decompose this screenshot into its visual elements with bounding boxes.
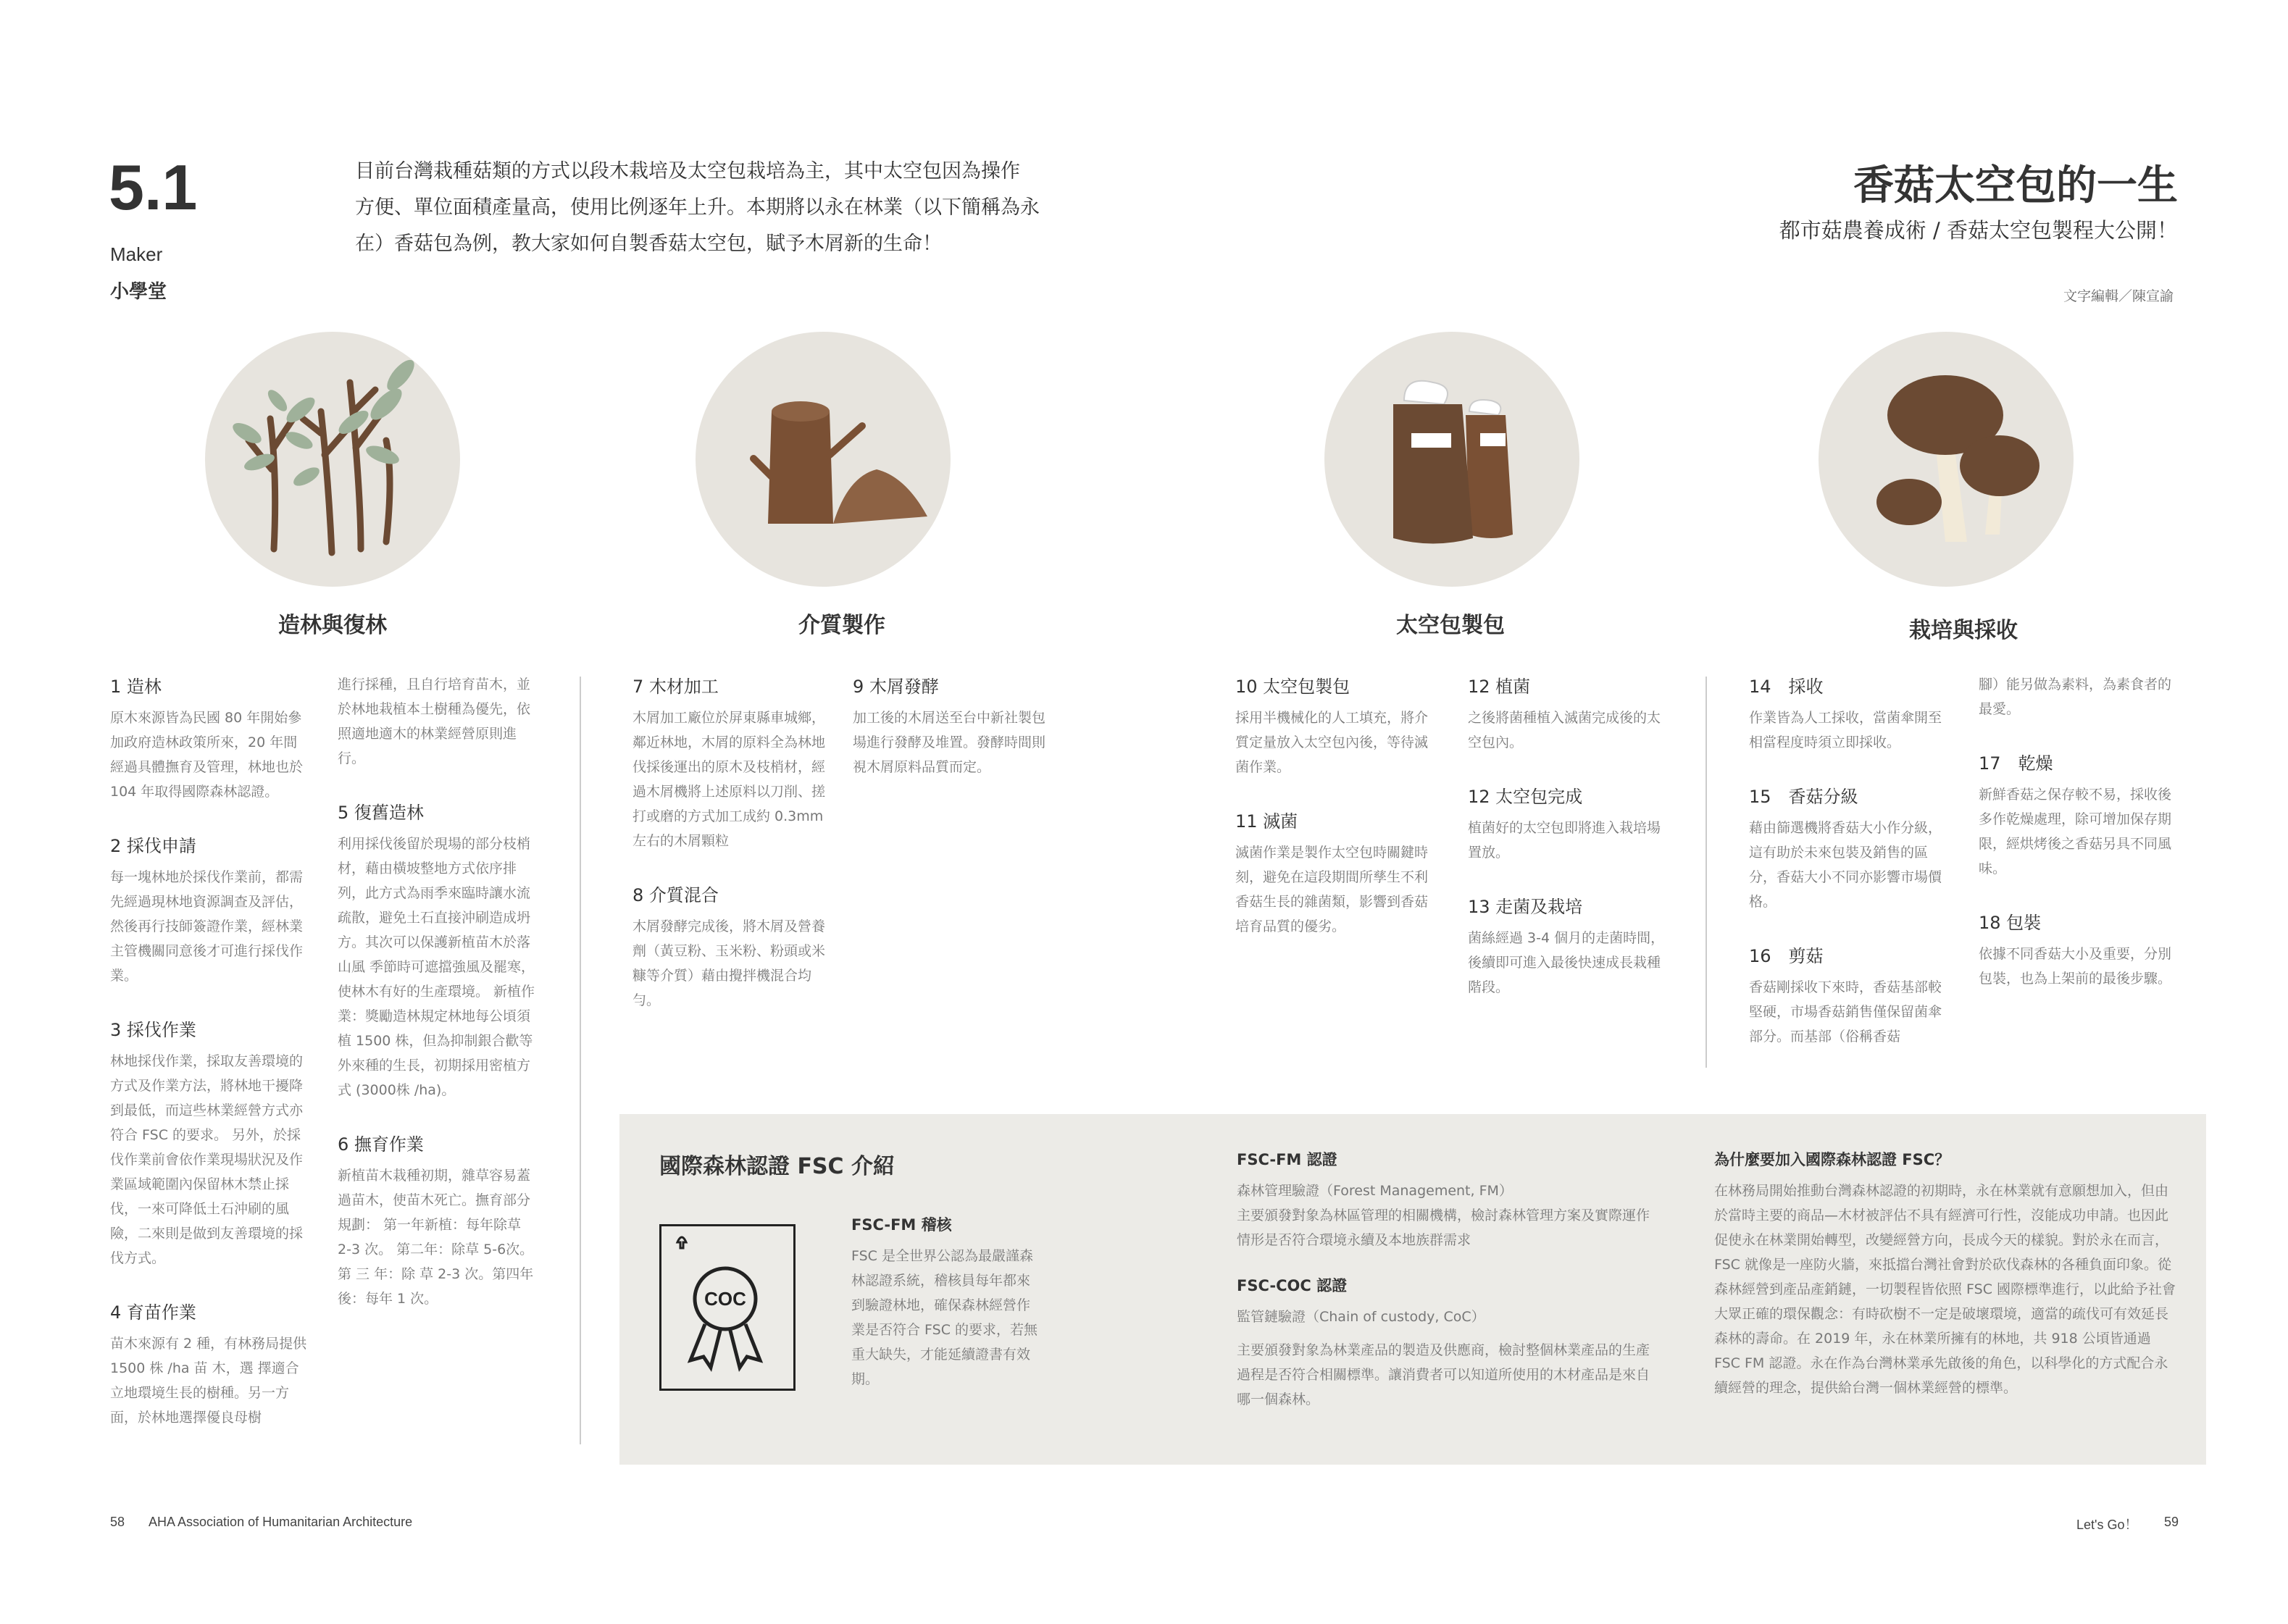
step-4: 4 育苗作業 苗木來源有 2 種，有林務局提供 1500 株 /ha 苗 木，選 擇適合立地環境生長的樹種。另一方面，於林地選擇優良母樹: [110, 1302, 307, 1426]
stage-label-harvest: 栽培與採收: [1909, 618, 2018, 643]
section-number: 5.1: [109, 151, 198, 223]
coc-logo-text: COC: [704, 1288, 746, 1310]
step-5: 5 復舊造林 利用採伐後留於現場的部分枝梢材，藉由橫坡整地方式依序排列，此方式為雨季來臨時讓水流疏散，避免土石直接沖刷造成坍方。其次可以保護新植苗木於落山風 季節時可遮擋強風及罷寒，使林木有好的生產環境。 新植作業：獎勵造林規定林地每公頃須植 1500 株，但為抑制銀合歡等外來種的生長，初期採用密植方式 (3000株 /ha)。: [338, 803, 535, 1098]
step-14: 14 採收 作業皆為人工採收，當菌傘開至相當程度時須立即採收。: [1749, 677, 1942, 750]
stage-circle-substrate: [696, 332, 951, 587]
step-12-complete: 12 太空包完成 植菌好的太空包即將進入栽培場置放。: [1468, 787, 1661, 861]
step-6: 6 撫育作業 新植苗木栽種初期，雜草容易蓋過苗木，使苗木死亡。撫育部分規劃： 第一年新植：每年除草 2-3 次。 第二年：除草 5-6次。 第 三 年：除 草 2-3 次。第四年後：每年 1 次。: [338, 1134, 534, 1307]
fsc-coc-text: 主要頒發對象為林業產品的製造及供應商，檢討整個林業產品的生產過程是否符合相關標準。讓消費者可以知道所使用的木材產品是來自哪一個森林。: [1237, 1342, 1650, 1407]
fsc-fm-heading: FSC-FM 認證: [1237, 1151, 1337, 1168]
fsc-why-text: 在林務局開始推動台灣森林認證的初期時，永在林業就有意願想加入，但由於當時主要的商品—木材被評估不具有經濟可行性，沒能成功申請。也因此促使永在林業開始轉型，改變經營方向，長成今天的樣貌。對於永在而言，FSC 就像是一座防火牆，來抵擋台灣社會對於砍伐森林的各種負面印象。從森林經營到產品產銷鏈，一切製程皆依照 FSC 國際標準進行，以此給予社會大眾正確的環保觀念：有時砍樹不一定是破壞環境，適當的疏伐可有效延長森林的壽命。在 2019 年，永在林業所擁有的林地，共 918 公頃皆通過 FSC FM 認證。永在作為台灣林業承先啟後的角色，以科學化的方式配合永續經營的理念，提供給台灣一個林業經營的標準。: [1714, 1183, 2176, 1396]
fsc-why-heading: 為什麼要加入國際森林認證 FSC？: [1714, 1151, 1950, 1168]
step-4-continued: 進行採種，且自行培育苗木，並於林地栽植本土樹種為優先，依照適地適木的林業經營原則進行。: [338, 677, 531, 766]
step-9: 9 木屑發酵 加工後的木屑送至台中新社製包場進行發酵及堆置。發酵時間則視木屑原料品質而定。: [853, 677, 1046, 775]
intro-paragraph: [355, 154, 1080, 262]
step-18: 18 包裝 依據不同香菇大小及重要，分別包裝，也為上架前的最後步驟。: [1979, 913, 2172, 987]
fsc-coc-logo: [659, 1224, 796, 1391]
right-footer-text: Let's Go！: [2076, 1518, 2138, 1532]
stage-circle-harvest: [1819, 332, 2074, 587]
step-column-2: [338, 672, 537, 1339]
fsc-audit-heading: FSC-FM 稽核: [851, 1216, 952, 1234]
step-1: 1 造林 原木來源皆為民國 80 年開始參加政府造林政策所來，20 年間經過具體撫育及管理，林地也於 104 年取得國際森林認證。: [110, 677, 304, 800]
step-13: 13 走菌及栽培 菌絲經過 3-4 個月的走菌時間，後續即可進入最後快速成長栽種階段。: [1468, 897, 1665, 995]
step-3: 3 採伐作業 林地採伐作業，採取友善環境的方式及作業方法，將林地干擾降到最低，而這些林業經營方式亦符合 FSC 的要求。 另外，於採伐作業前會依作業現場狀況及作業區域範圍內保留林木禁止採伐，一來可降低土石沖刷的風險，二來則是做到友善環境的採伐方式。: [110, 1020, 304, 1266]
step-12-inoculate: 12 植菌 之後將菌種植入滅菌完成後的太空包內。: [1468, 677, 1661, 750]
left-footer-text: AHA Association of Humanitarian Architecture: [149, 1515, 413, 1529]
step-15: 15 香菇分級 藉由篩選機將香菇大小作分級，這有助於未來包裝及銷售的區分，香菇大小不同亦影響市場價格。: [1749, 787, 1942, 910]
shiitake-mushroom-icon: [1819, 332, 2074, 587]
series-name-en: Maker: [110, 243, 163, 265]
stage-label-forest: 造林與復林: [278, 613, 387, 638]
stage-label-bagging: 太空包製包: [1396, 613, 1505, 638]
editor-credit: 文字編輯／陳宣諭: [2063, 288, 2174, 304]
stage-label-substrate: 介質製作: [798, 613, 885, 638]
step-8: 8 介質混合 木屑發酵完成後，將木屑及營養劑（黃豆粉、玉米粉、粉頭或米糠等介質）藉由攪拌機混合均勻。: [632, 885, 826, 1008]
step-17: 17 乾燥 新鮮香菇之保存較不易，採收後多作乾燥處理，除可增加保存期限，經烘烤後之香菇另具不同風味。: [1979, 753, 2172, 876]
fsc-audit-text: FSC 是全世界公認為最嚴謹森林認證系統，稽核員每年都來到驗證林地，確保森林經營作業是否符合 FSC 的要求，若無重大缺失，才能延續證書有效期。: [851, 1248, 1038, 1387]
step-10: 10 太空包製包 採用半機械化的人工填充，將介質定量放入太空包內後，等待滅菌作業。: [1235, 677, 1429, 775]
step-column-1: [110, 672, 307, 1457]
fsc-fm-subtitle: 森林管理驗證（Forest Management, FM）: [1237, 1183, 1513, 1199]
stage-circle-forest: [205, 332, 460, 587]
page-title: 香菇太空包的一生: [1853, 162, 2178, 209]
intro-line: 方便、單位面積產量高，使用比例逐年上升。本期將以永在林業（以下簡稱為永: [355, 196, 1040, 219]
column-divider: [580, 677, 581, 1444]
step-column-6: [1468, 672, 1671, 1027]
step-column-8: [1979, 672, 2181, 1018]
trees-icon: [205, 332, 460, 587]
spawn-bags-icon: [1324, 332, 1579, 587]
step-16: 16 剪菇 香菇剛採收下來時，香菇基部較堅硬，市場香菇銷售僅保留菌傘部分。而基部（俗稱香菇: [1749, 946, 1942, 1045]
fsc-audit-block: [851, 1213, 1040, 1391]
right-page-number: 59: [2164, 1515, 2179, 1529]
intro-line: 在）香菇包為例，教大家如何自製香菇太空包，賦予木屑新的生命！: [355, 233, 942, 255]
fsc-why-block: [1714, 1148, 2178, 1400]
coc-badge-icon: [661, 1226, 793, 1389]
stage-circle-bagging: [1324, 332, 1579, 587]
step-column-5: [1235, 672, 1438, 966]
series-name-zh: 小學堂: [110, 281, 167, 303]
step-column-4: [853, 672, 1052, 807]
step-column-7: [1749, 672, 1952, 1076]
column-divider: [1705, 677, 1707, 1068]
fsc-fm-text: 主要頒發對象為林區管理的相關機構，檢討森林管理方案及實際運作情形是否符合環境永續及本地族群需求: [1237, 1207, 1650, 1248]
fsc-coc-subtitle: 監管鏈驗證（Chain of custody, CoC）: [1237, 1309, 1485, 1325]
fsc-coc-heading: FSC-COC 認證: [1237, 1277, 1348, 1294]
step-7: 7 木材加工 木屑加工廠位於屏東縣車城鄉，鄰近林地，木屑的原料全為林地伐採後運出的原木及枝梢材，經過木屑機將上述原料以刀削、搓打或磨的方式加工成約 0.3mm 左右的木屑顆粒: [632, 677, 826, 849]
step-column-3: [632, 672, 832, 1040]
intro-line: 目前台灣栽種菇類的方式以段木栽培及太空包栽培為主，其中太空包因為操作: [355, 160, 1020, 183]
fsc-fm-block: [1237, 1148, 1650, 1412]
page-subtitle: 都市菇農養成術 / 香菇太空包製程大公開！: [1779, 218, 2178, 243]
step-16-continued: 腳）能另做為素料，為素食者的最愛。: [1979, 677, 2172, 717]
left-page-number: 58: [110, 1515, 125, 1529]
tree-stump-sawdust-icon: [696, 332, 951, 587]
fsc-panel-title: 國際森林認證 FSC 介紹: [659, 1154, 895, 1179]
step-11: 11 滅菌 滅菌作業是製作太空包時關鍵時刻，避免在這段期間所孳生不利香菇生長的雜菌類，影響到香菇培育品質的優劣。: [1235, 811, 1429, 934]
step-2: 2 採伐申請 每一塊林地於採伐作業前，都需先經過現林地資源調查及評估，然後再行技師簽證作業，經林業主管機關同意後才可進行採伐作業。: [110, 836, 304, 984]
